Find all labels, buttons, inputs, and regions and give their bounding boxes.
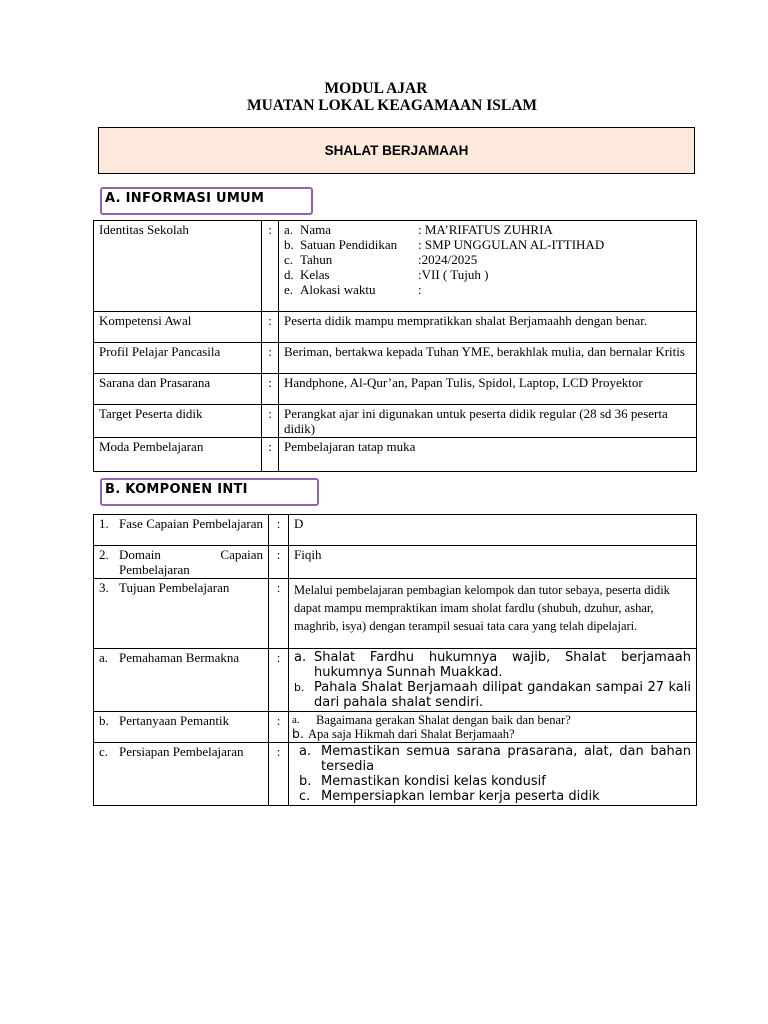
- fase-value: D: [289, 515, 697, 546]
- domain-value: Fiqih: [289, 546, 697, 579]
- topic-title: SHALAT BERJAMAAH: [324, 143, 469, 158]
- colon: :: [269, 712, 289, 743]
- table-row: [94, 438, 697, 472]
- list-marker: c.: [299, 789, 311, 804]
- list-text: Memastikan kondisi kelas kondusif: [321, 774, 546, 789]
- section-b-heading: B. KOMPONEN INTI: [100, 478, 319, 506]
- row-number: c.: [99, 744, 109, 759]
- list-marker: d.: [284, 267, 294, 282]
- list-text: Mempersiapkan lembar kerja peserta didik: [321, 789, 600, 804]
- info-key: Kelas: [300, 267, 330, 282]
- info-key: Nama: [300, 222, 332, 237]
- list-text: Memastikan semua sarana prasarana, alat, dan bahan tersedia: [321, 744, 691, 774]
- row-label: Pemahaman Bermakna: [119, 650, 240, 665]
- list-text: Apa saja Hikmah dari Shalat Berjamaah?: [308, 727, 515, 741]
- colon: :: [269, 743, 289, 806]
- profil-pelajar-value: Beriman, bertakwa kepada Tuhan YME, berakhlak mulia, dan bernalar Kritis: [279, 343, 697, 374]
- colon: :: [262, 312, 279, 343]
- info-value: : SMP UNGGULAN AL-ITTIHAD: [418, 237, 605, 252]
- domain-label: [94, 546, 269, 579]
- list-marker: b.: [299, 774, 312, 789]
- row-label: Persiapan Pembelajaran: [119, 744, 244, 759]
- info-key: Tahun: [300, 252, 333, 267]
- info-row: [284, 237, 691, 252]
- table-row: [94, 343, 697, 374]
- info-row: [284, 282, 691, 297]
- kompetensi-awal-value: Peserta didik mampu mempratikkan shalat Berjamaahh dengan benar.: [279, 312, 697, 343]
- info-row: [284, 267, 691, 282]
- colon: :: [262, 438, 279, 472]
- sarana-label: Sarana dan Prasarana: [94, 374, 262, 405]
- persiapan-label: [94, 743, 269, 806]
- colon: :: [269, 515, 289, 546]
- row-number: 2.: [99, 547, 109, 562]
- list-item: [294, 680, 691, 710]
- table-row: [94, 712, 697, 743]
- target-peserta-value: Perangkat ajar ini digunakan untuk peserta didik regular (28 sd 36 peserta didik): [279, 405, 697, 438]
- document-subtitle: MUATAN LOKAL KEAGAMAAN ISLAM: [246, 97, 538, 114]
- profil-pelajar-label: Profil Pelajar Pancasila: [94, 343, 262, 374]
- colon: :: [269, 649, 289, 712]
- sarana-value: Handphone, Al-Qur’an, Papan Tulis, Spidol, Laptop, LCD Proyektor: [279, 374, 697, 405]
- info-value: :2024/2025: [418, 252, 478, 267]
- list-marker: b.: [292, 726, 304, 741]
- target-peserta-label: Target Peserta didik: [94, 405, 262, 438]
- pertanyaan-list: [289, 712, 697, 743]
- table-row: [94, 579, 697, 649]
- list-text: Pahala Shalat Berjamaah dilipat gandakan sampai 27 kali dari pahala shalat sendiri.: [314, 680, 691, 710]
- list-item: [299, 789, 691, 804]
- list-text: Shalat Fardhu hukumnya wajib, Shalat berjamaah hukumnya Sunnah Muakkad.: [314, 650, 691, 680]
- section-a-heading: A. INFORMASI UMUM: [100, 187, 313, 215]
- kompetensi-awal-label: Kompetensi Awal: [94, 312, 262, 343]
- table-row: [94, 312, 697, 343]
- list-item: [299, 744, 691, 774]
- colon: :: [269, 546, 289, 579]
- moda-value: Pembelajaran tatap muka: [279, 438, 697, 472]
- list-item: [292, 727, 691, 741]
- info-value: : MA’RIFATUS ZUHRIA: [418, 222, 553, 237]
- tujuan-label: [94, 579, 269, 649]
- identitas-details: [279, 221, 697, 312]
- table-row: [94, 405, 697, 438]
- fase-label: [94, 515, 269, 546]
- row-number: 1.: [99, 516, 109, 531]
- info-value: :: [418, 282, 422, 297]
- table-row: [94, 546, 697, 579]
- list-marker: b.: [284, 237, 294, 252]
- row-number: b.: [99, 713, 109, 728]
- colon: :: [262, 221, 279, 312]
- pemahaman-list: [289, 649, 697, 712]
- list-marker: c.: [284, 252, 294, 267]
- list-marker: a.: [299, 744, 312, 759]
- info-key: Alokasi waktu: [300, 282, 376, 297]
- row-label: Fase Capaian Pembelajaran: [119, 516, 263, 531]
- list-item: [292, 713, 691, 727]
- pemahaman-label: [94, 649, 269, 712]
- tujuan-value: Melalui pembelajaran pembagian kelompok dan tutor sebaya, peserta didik dapat mampu mempraktikan imam sholat fardlu (shubuh, dzuhur, ashar, maghrib, isya) dengan terampil sesuai tata cara yang telah dipelajari.: [289, 579, 697, 649]
- info-key: Satuan Pendidikan: [300, 237, 398, 252]
- topic-banner: [98, 127, 695, 174]
- list-marker: a.: [292, 714, 300, 726]
- table-row: [94, 374, 697, 405]
- info-row: [284, 252, 691, 267]
- list-marker: a.: [284, 222, 294, 237]
- pertanyaan-label: [94, 712, 269, 743]
- list-marker: a.: [294, 650, 307, 665]
- list-item: [299, 774, 691, 789]
- komponen-inti-table: [93, 514, 697, 806]
- info-row: [284, 222, 691, 237]
- row-label: Domain Capaian Pembelajaran: [119, 547, 263, 577]
- table-row: [94, 515, 697, 546]
- colon: :: [262, 405, 279, 438]
- table-row: [94, 743, 697, 806]
- list-item: [294, 650, 691, 680]
- table-row: [94, 649, 697, 712]
- row-number: a.: [99, 650, 109, 665]
- identitas-label: Identitas Sekolah: [94, 221, 262, 312]
- list-marker: b.: [294, 681, 305, 694]
- row-number: 3.: [99, 580, 109, 595]
- persiapan-list: [289, 743, 697, 806]
- informasi-umum-table: [93, 220, 697, 472]
- list-marker: e.: [284, 282, 294, 297]
- document-title: MODUL AJAR: [324, 80, 428, 97]
- row-label: Tujuan Pembelajaran: [119, 580, 230, 595]
- colon: :: [262, 343, 279, 374]
- row-label: Pertanyaan Pemantik: [119, 713, 230, 728]
- colon: :: [269, 579, 289, 649]
- info-value: :VII ( Tujuh ): [418, 267, 489, 282]
- table-row: [94, 221, 697, 312]
- colon: :: [262, 374, 279, 405]
- moda-label: Moda Pembelajaran: [94, 438, 262, 472]
- list-text: Bagaimana gerakan Shalat dengan baik dan benar?: [316, 713, 571, 727]
